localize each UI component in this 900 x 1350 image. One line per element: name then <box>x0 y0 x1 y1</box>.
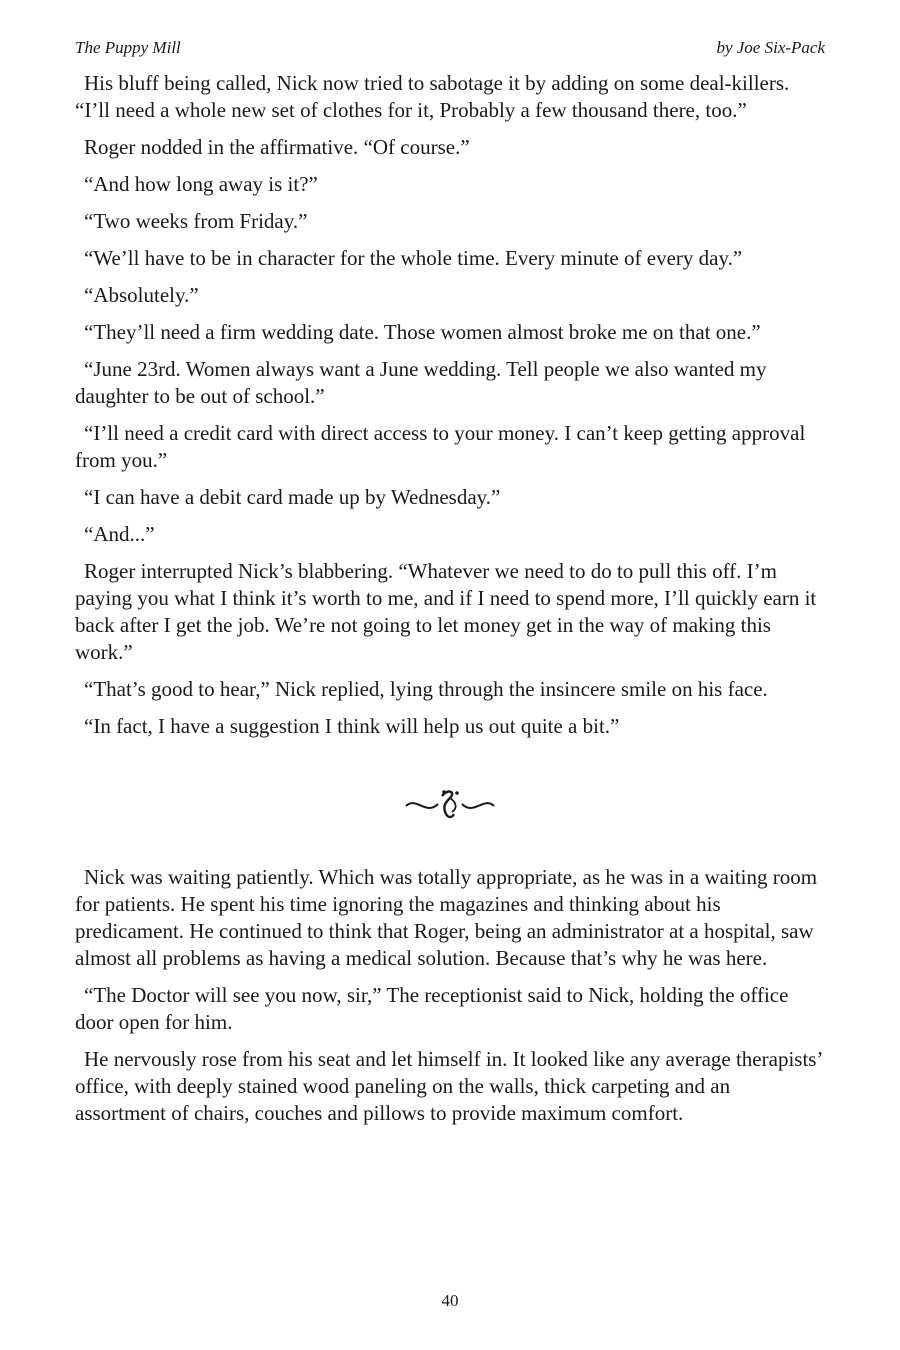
paragraph: “In fact, I have a suggestion I think will help us out quite a bit.” <box>84 714 620 738</box>
page-number: 40 <box>441 1291 459 1310</box>
paragraph: “I’ll need a credit card with direct access to your money. I can’t keep getting approval from you.” <box>75 421 806 472</box>
paragraph: Roger nodded in the affirmative. “Of course.” <box>84 135 470 159</box>
paragraph: “Two weeks from Friday.” <box>84 209 308 233</box>
scene-break-fleuron-icon <box>402 784 498 824</box>
paragraph: “The Doctor will see you now, sir,” The receptionist said to Nick, holding the office door open for him. <box>75 983 789 1034</box>
paragraph: “And...” <box>84 522 155 546</box>
paragraph: Nick was waiting patiently. Which was totally appropriate, as he was in a waiting room for patients. He spent his time ignoring the magazines and thinking about his predicament. He continued to think that Roger, being an administrator at a hospital, saw almost all problems as having a medical solution. Because that’s why he was here. <box>75 865 818 970</box>
paragraph: “They’ll need a firm wedding date. Those women almost broke me on that one.” <box>84 320 761 344</box>
running-header <box>75 38 825 58</box>
paragraph: “June 23rd. Women always want a June wedding. Tell people we also wanted my daughter to be out of school.” <box>75 357 767 408</box>
paragraph: “And how long away is it?” <box>84 172 318 196</box>
paragraph: “Absolutely.” <box>84 283 199 307</box>
book-title: The Puppy Mill <box>75 38 181 57</box>
paragraph: His bluff being called, Nick now tried to sabotage it by adding on some deal-killers. “I’ll need a whole new set of clothes for it, Probably a few thousand there, too.” <box>75 71 790 122</box>
page-body <box>75 70 825 1137</box>
paragraph: “We’ll have to be in character for the whole time. Every minute of every day.” <box>84 246 743 270</box>
author-name: by Joe Six-Pack <box>716 38 825 57</box>
paragraph: “That’s good to hear,” Nick replied, lying through the insincere smile on his face. <box>84 677 768 701</box>
scene-break <box>75 768 825 840</box>
paragraph: He nervously rose from his seat and let himself in. It looked like any average therapists’ office, with deeply stained wood paneling on the walls, thick carpeting and an assortment of chairs, couches and pillows to provide maximum comfort. <box>75 1047 822 1125</box>
paragraph: “I can have a debit card made up by Wednesday.” <box>84 485 501 509</box>
paragraph: Roger interrupted Nick’s blabbering. “Whatever we need to do to pull this off. I’m paying you what I think it’s worth to me, and if I need to spend more, I’ll quickly earn it back after I get the job. We’re not going to let money get in the way of making this work.” <box>75 559 817 664</box>
